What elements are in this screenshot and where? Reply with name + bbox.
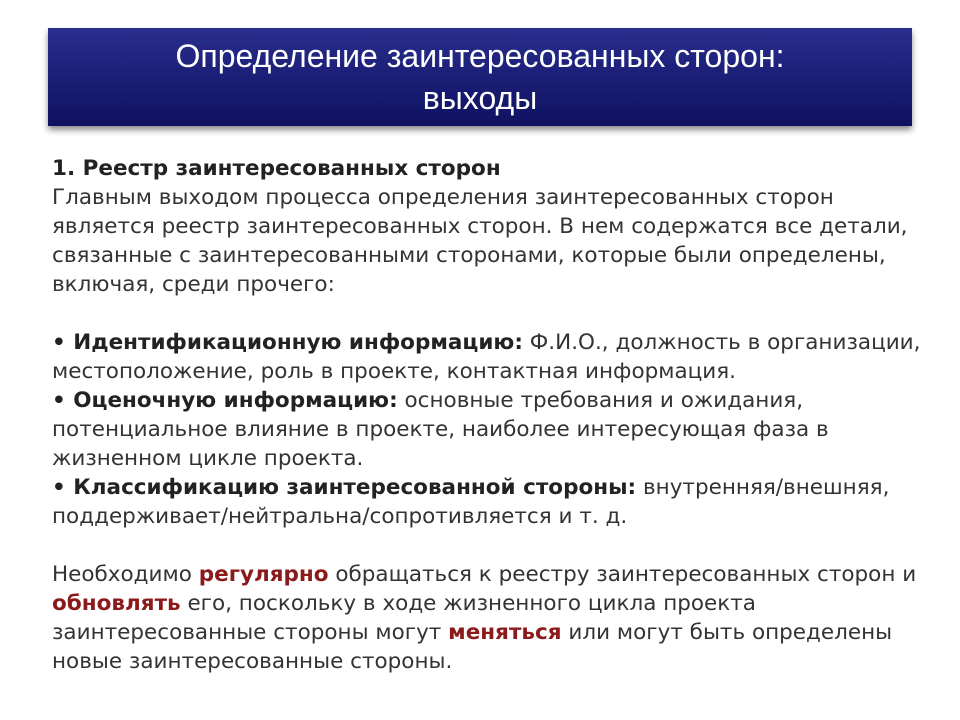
section-heading: 1. Реестр заинтересованных сторон <box>52 156 501 181</box>
spacer <box>52 531 942 560</box>
bullet-item-identification <box>52 328 942 386</box>
emphasis-change: меняться <box>448 620 562 645</box>
emphasis-update: обновлять <box>52 591 181 616</box>
closing-text: Необходимо <box>52 562 199 587</box>
slide-body <box>52 154 942 676</box>
bullet-item-classification <box>52 473 942 531</box>
bullet-text: Ф.И.О., должность в организации, местоположение, роль в проекте, контактная информация. <box>52 330 921 384</box>
spacer <box>52 299 942 328</box>
closing-text: его, поскольку в ходе жизненного цикла проекта заинтересованные стороны могут <box>52 591 756 645</box>
bullet-marker: • <box>52 475 74 500</box>
slide-title-line-2: выходы <box>422 80 538 116</box>
bullet-label: Классификацию заинтересованной стороны: <box>73 475 637 500</box>
bullet-text: основные требования и ожидания, потенциальное влияние в проекте, наиболее интересующая фаза в жизненном цикле проекта. <box>52 388 829 471</box>
bullet-marker: • <box>52 330 74 355</box>
bullet-marker: • <box>52 388 74 413</box>
closing-paragraph <box>52 560 942 676</box>
bullet-label: Оценочную информацию: <box>73 388 398 413</box>
slide-title-line-1: Определение заинтересованных сторон: <box>175 38 785 74</box>
closing-text: или могут быть определены новые заинтересованные стороны. <box>52 620 893 674</box>
emphasis-regularly: регулярно <box>198 562 329 587</box>
closing-text: обращаться к реестру заинтересованных сторон и <box>328 562 917 587</box>
bullet-label: Идентификационную информацию: <box>73 330 523 355</box>
bullet-text: внутренняя/внешняя, поддерживает/нейтральна/сопротивляется и т. д. <box>52 475 890 529</box>
bullet-item-assessment <box>52 386 942 473</box>
section-intro: Главным выходом процесса определения заинтересованных сторон является реестр заинтересованных сторон. В нем содержатся все детали, связанные с заинтересованными сторонами, которые были определены, включая, среди прочего: <box>52 185 908 297</box>
slide-title-banner <box>48 28 912 126</box>
